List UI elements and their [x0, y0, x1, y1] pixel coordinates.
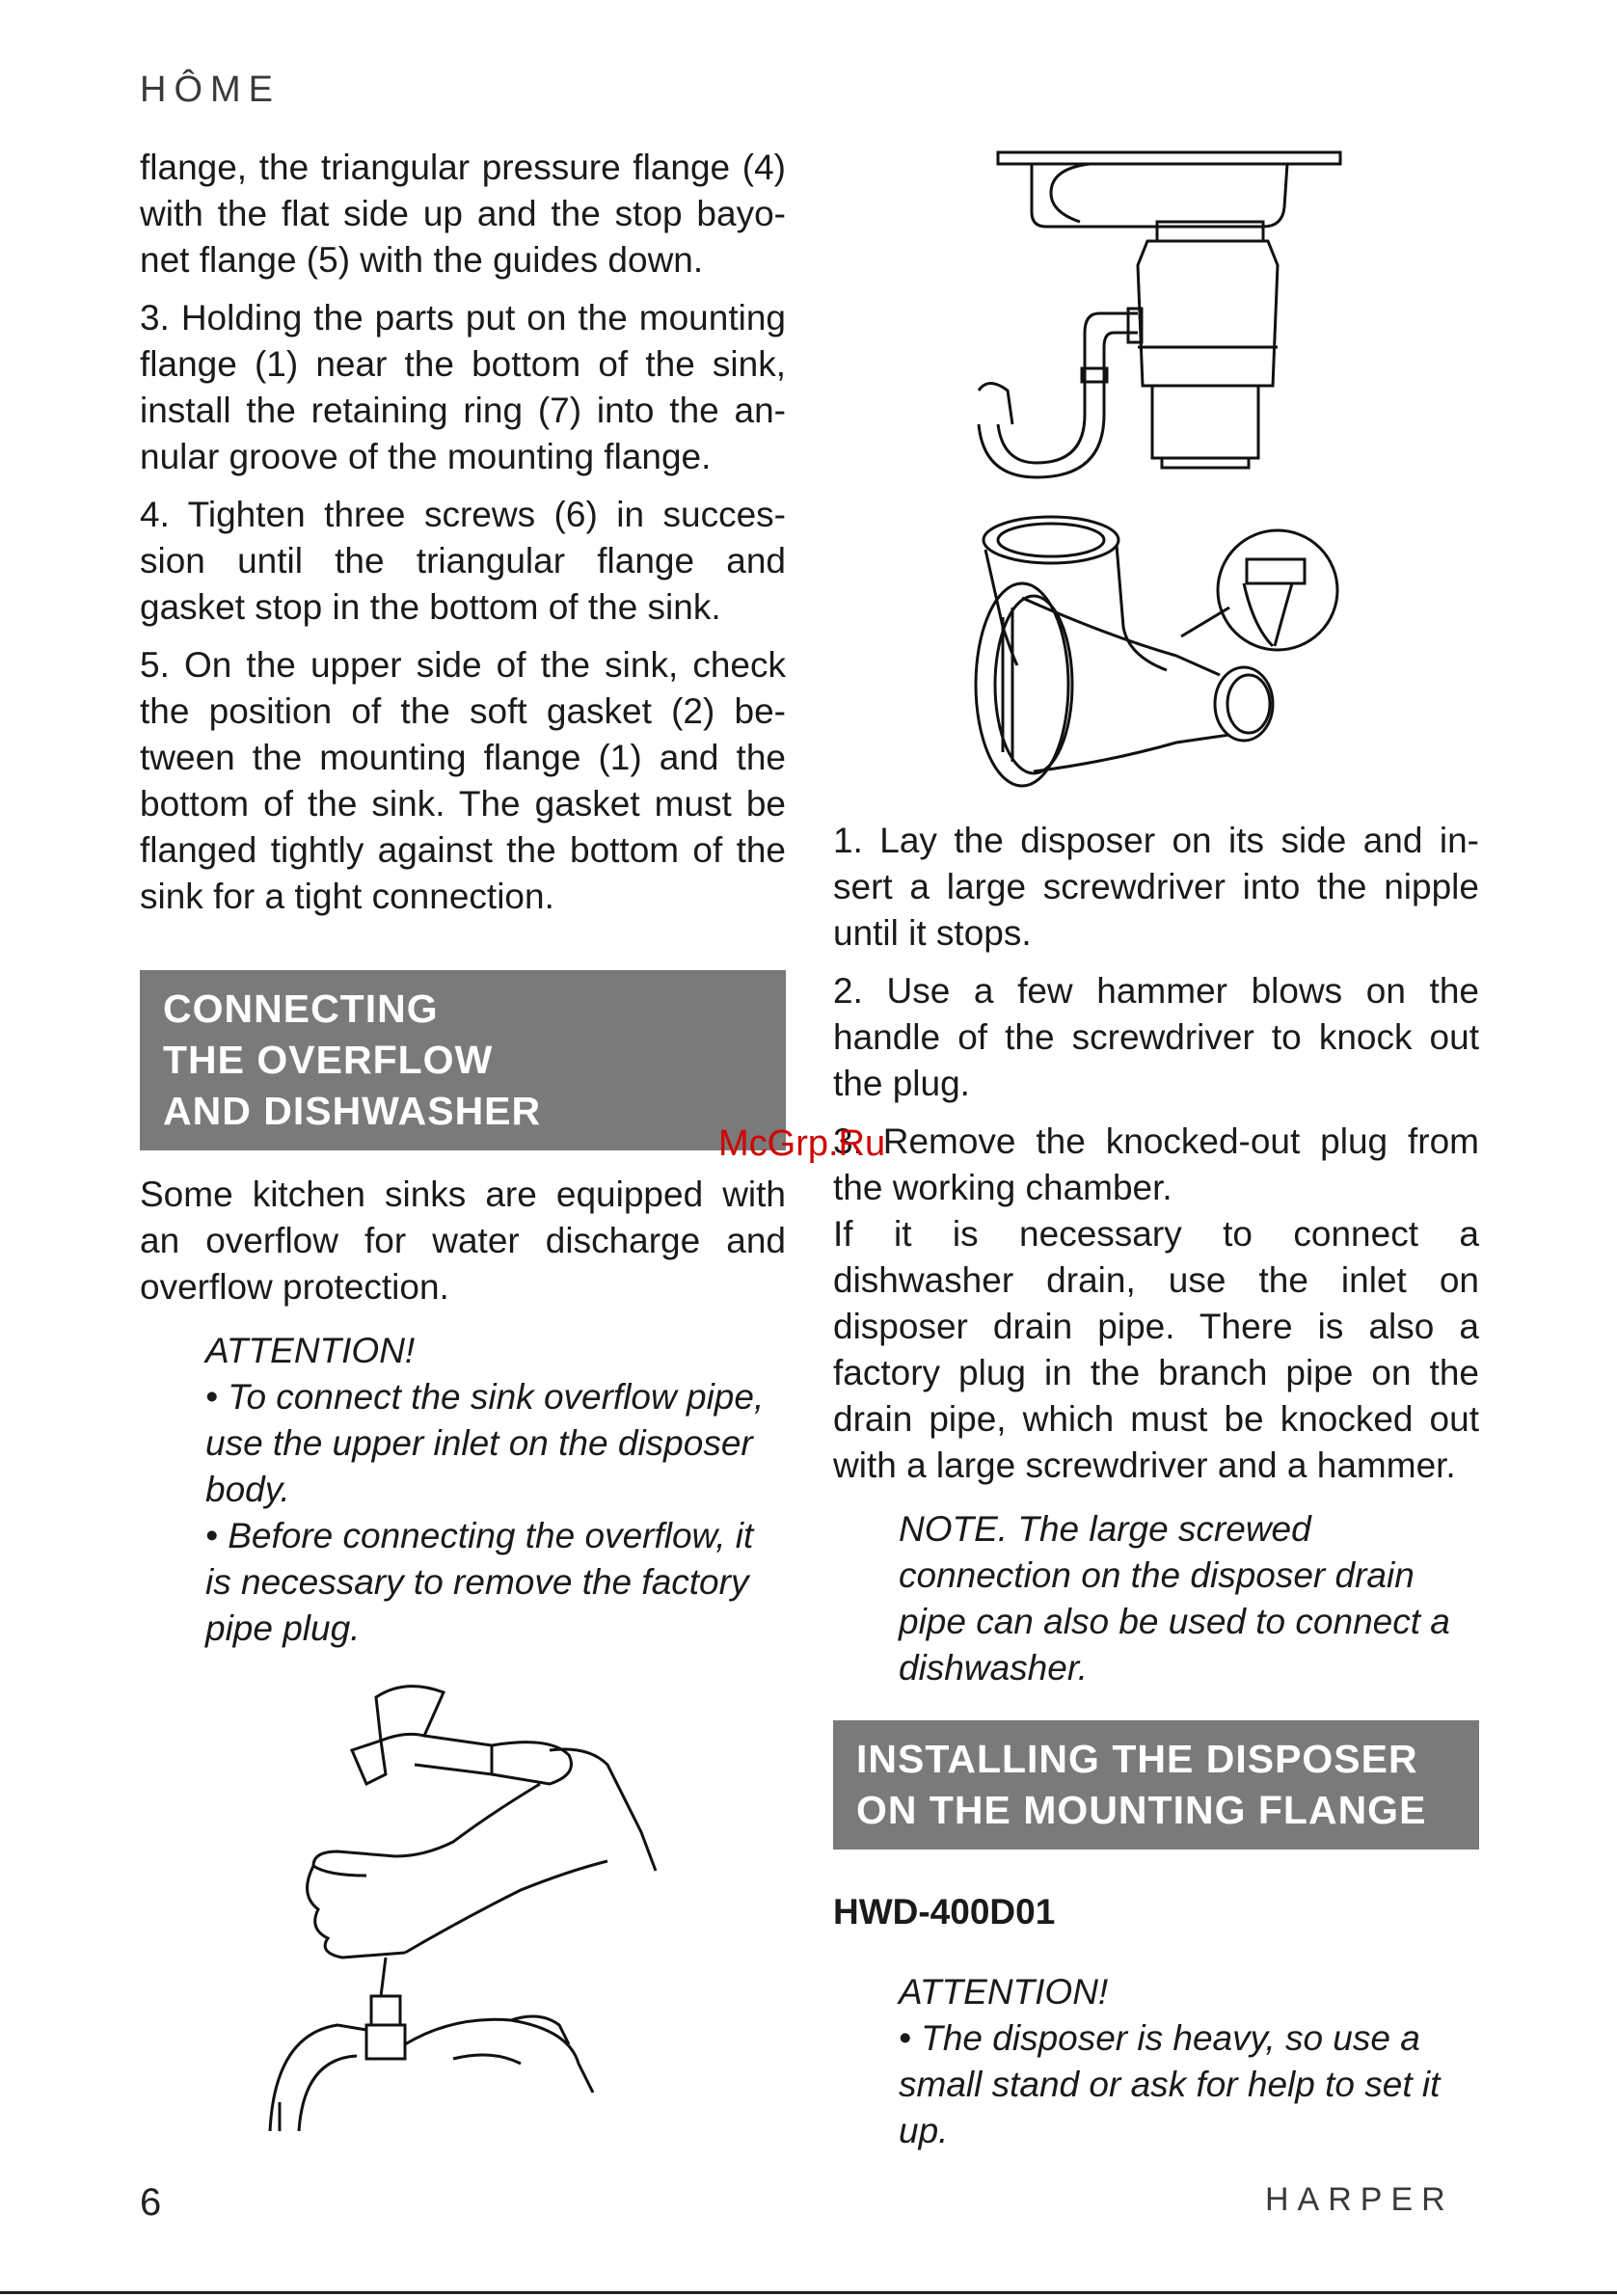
drain-pipe-illustration [964, 511, 1360, 800]
model-number: HWD-400D01 [833, 1892, 1056, 1931]
step-1: 1. Lay the disposer on its side and in-sert a large screwdriver into the nipple until it stops. [833, 821, 1479, 953]
watermark: McGrp.Ru [718, 1123, 886, 1164]
attention-note-heavy [899, 1969, 1477, 2154]
step-3: 3. Remove the knocked-out plug from the working chamber. [833, 1121, 1479, 1207]
paragraph: 3. Holding the parts put on the mounting flange (1) near the bottom of the sink, install the retaining ring (7) into the an-nular groove of the mounting flange. [140, 298, 786, 476]
left-column [140, 145, 786, 1652]
brand-logo-harper: HARPER [1265, 2181, 1454, 2218]
brand-logo-home: HÔME [140, 69, 281, 110]
paragraph: 4. Tighten three screws (6) in succes-sion until the triangular flange and gasket stop in the bottom of the sink. [140, 495, 786, 627]
note-block: NOTE. The large screwed connection on the disposer drain pipe can also be used to connect a dishwasher. [899, 1509, 1450, 1688]
attention-item: • To connect the sink overflow pipe, use the upper inlet on the disposer body. [205, 1377, 765, 1509]
dishwasher-paragraph: If it is necessary to connect a dishwasher drain, use the inlet on disposer drain pipe. There is also a factory plug in the branch pipe on the drain pipe, which must be knocked out with a large screwdriver and a hammer. [833, 1214, 1479, 1485]
bottom-rule [0, 2291, 1617, 2294]
section-heading-connecting-overflow: CONNECTING THE OVERFLOW AND DISHWASHER [140, 970, 786, 1150]
attention-note [205, 1328, 786, 1652]
section-paragraph: Some kitchen sinks are equipped with an overflow for water discharge and overflow protection. [140, 1175, 786, 1307]
page-number: 6 [140, 2181, 162, 2224]
section-heading-installing-disposer: INSTALLING THE DISPOSER ON THE MOUNTING FLANGE [833, 1720, 1479, 1850]
attention-item: • Before connecting the overflow, it is necessary to remove the factory pipe plug. [205, 1516, 754, 1648]
right-column-steps [833, 818, 1479, 1691]
attention-item: • The disposer is heavy, so use a small stand or ask for help to set it up. [899, 2018, 1441, 2150]
hammer-illustration [260, 1678, 665, 2131]
attention-title: ATTENTION! [205, 1331, 416, 1370]
sink-disposer-illustration [974, 145, 1360, 492]
paragraph: 5. On the upper side of the sink, check the position of the soft gasket (2) be-tween the mounting flange (1) and the bottom of the sink. The gasket must be flanged tightly against the bottom of the sink for a tight connection. [140, 645, 786, 916]
step-2: 2. Use a few hammer blows on the handle of the screwdriver to knock out the plug. [833, 971, 1479, 1103]
attention-title: ATTENTION! [899, 1972, 1109, 2012]
paragraph: flange, the triangular pressure flange (4) with the flat side up and the stop bayo-net flange (5) with the guides down. [140, 148, 786, 280]
